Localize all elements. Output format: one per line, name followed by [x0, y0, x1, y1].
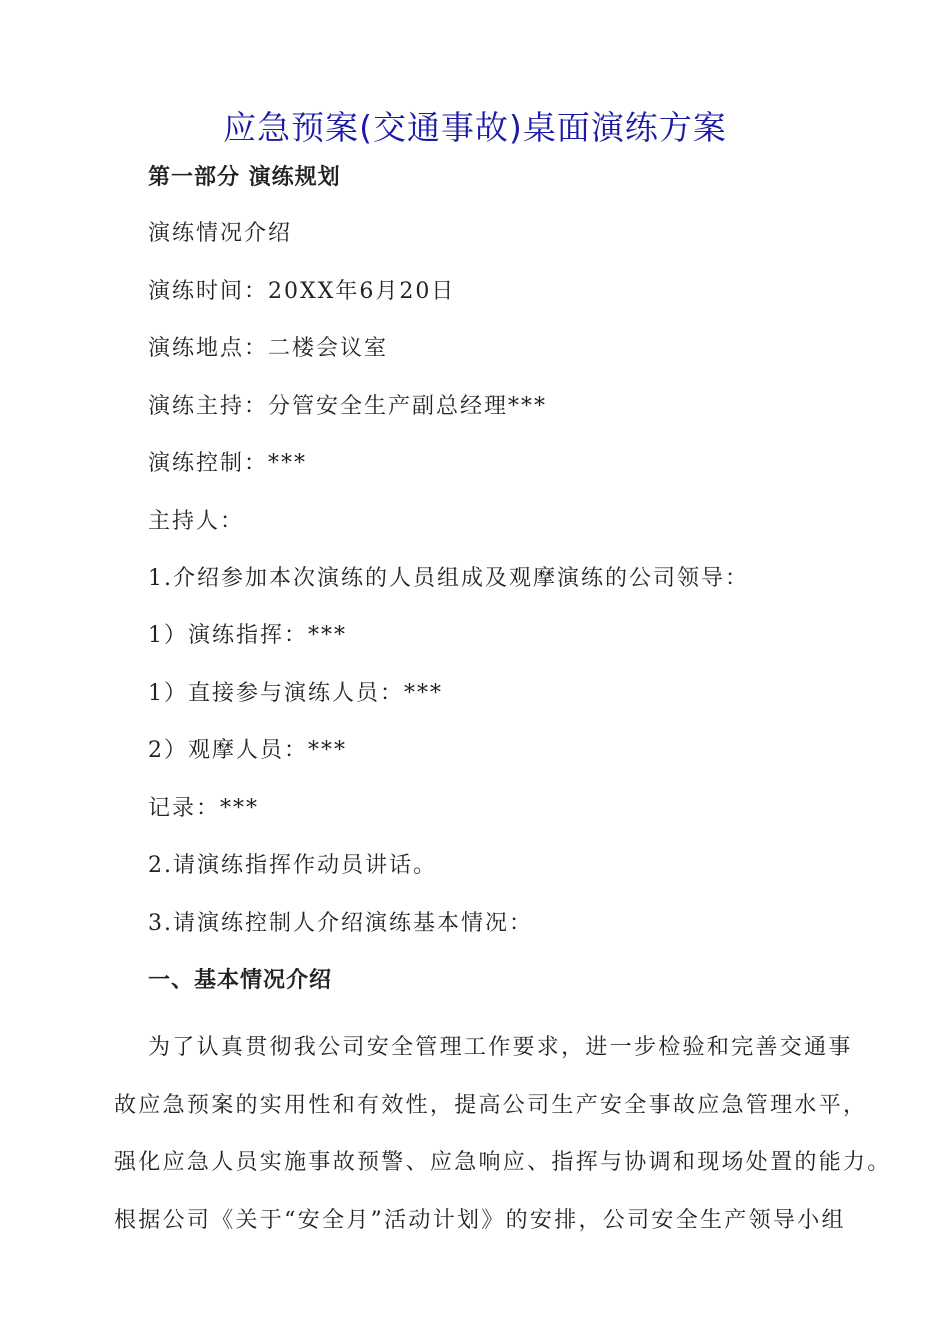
- text-line: 2）观摩人员：***: [148, 738, 347, 763]
- text-line: 演练主持：分管安全生产副总经理***: [148, 394, 548, 419]
- part-heading: 第一部分 演练规划: [148, 165, 341, 190]
- text-line: 3.请演练控制人介绍演练基本情况：: [148, 911, 533, 936]
- text-line: 主持人：: [148, 509, 245, 534]
- paragraph-line: 故应急预案的实用性和有效性，提高公司生产安全事故应急管理水平，: [114, 1092, 868, 1118]
- paragraph-line: 为了认真贯彻我公司安全管理工作要求，进一步检验和完善交通事: [148, 1035, 853, 1060]
- body-paragraph: [114, 1019, 892, 1249]
- document-title: 应急预案(交通事故)桌面演练方案: [223, 108, 727, 147]
- text-line: 1）演练指挥：***: [148, 623, 347, 648]
- text-line: 演练情况介绍: [148, 221, 293, 246]
- section-heading: 一、基本情况介绍: [148, 968, 333, 993]
- paragraph-line: 根据公司《关于“安全月”活动计划》的安排，公司安全生产领导小组: [114, 1207, 846, 1233]
- text-line: 演练控制：***: [148, 451, 308, 476]
- text-line: 2.请演练指挥作动员讲话。: [148, 853, 437, 878]
- text-line: 演练时间：20XX年6月20日: [148, 279, 456, 304]
- text-line: 1）直接参与演练人员：***: [148, 681, 443, 706]
- text-line: 记录：***: [148, 796, 260, 821]
- text-line: 1.介绍参加本次演练的人员组成及观摩演练的公司领导：: [148, 566, 749, 591]
- paragraph-line: 强化应急人员实施事故预警、应急响应、指挥与协调和现场处置的能力。: [114, 1150, 892, 1175]
- text-line: 演练地点：二楼会议室: [148, 336, 389, 361]
